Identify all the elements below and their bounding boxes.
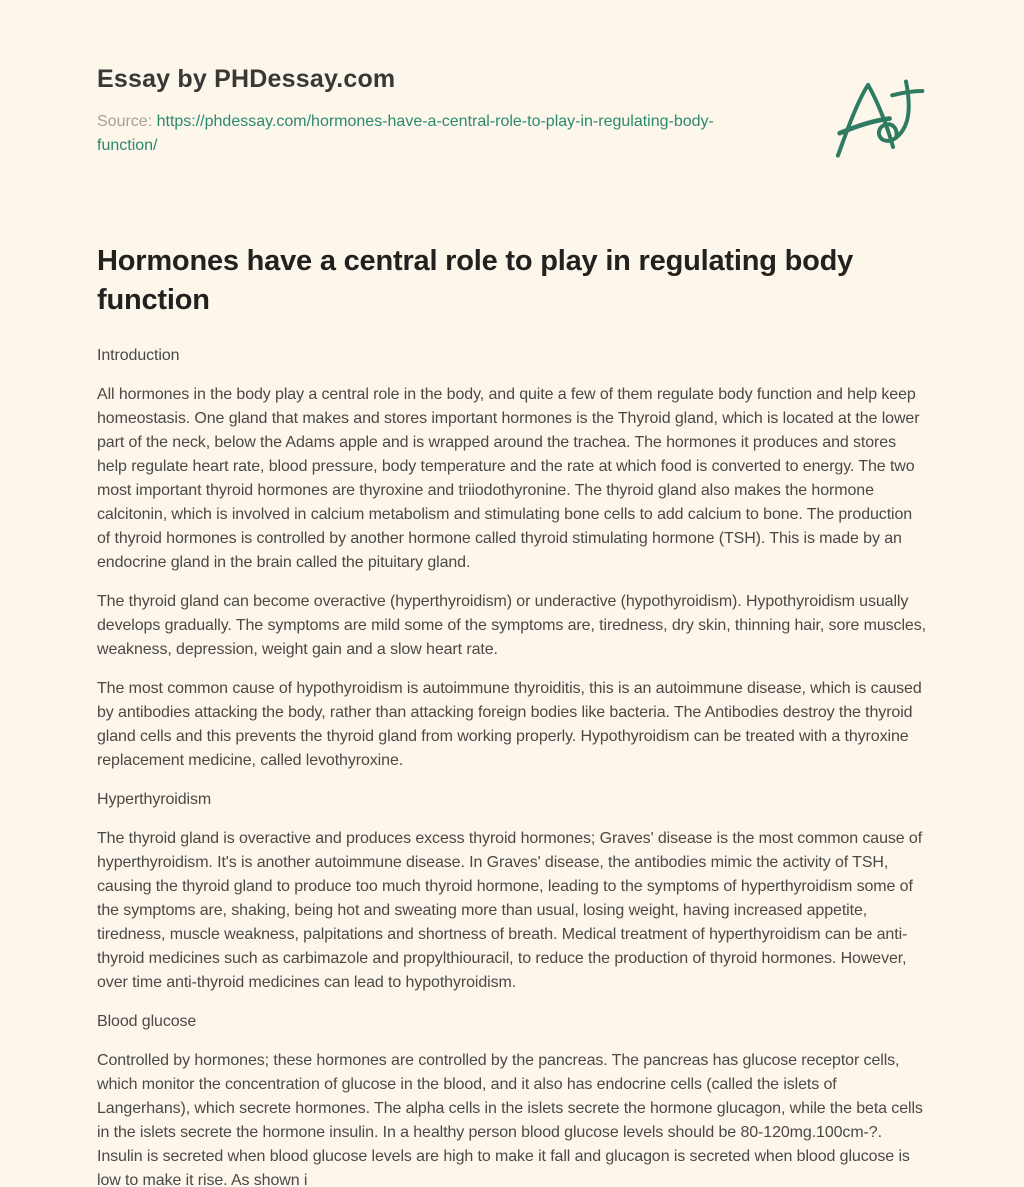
- source-line: [97, 110, 757, 158]
- paragraph-blood-glucose-detail: Controlled by hormones; these hormones are controlled by the pancreas. The pancreas has glucose receptor cells, which monitor the concentration of glucose in the blood, and it also has endocrine cells (called the islets of Langerhans), which secrete hormones. The alpha cells in the islets secrete the hormone glucagon, while the beta cells in the islets secrete the hormone insulin. In a healthy person blood glucose levels should be 80-120mg.100cm-?. Insulin is secreted when blood glucose levels are high to make it fall and glucagon is secreted when blood glucose is low to make it rise. As shown i: [97, 1052, 923, 1187]
- a-plus-icon: [825, 66, 937, 178]
- section-heading-introduction: Introduction: [97, 347, 180, 364]
- section-heading-hyperthyroidism: Hyperthyroidism: [97, 791, 212, 808]
- header-text-block: [97, 64, 757, 158]
- phdessay-logo: [825, 66, 937, 178]
- essay-by-brand-title: Essay by PHDessay.com: [97, 65, 396, 93]
- page-title: Hormones have a central role to play in regulating body function: [97, 245, 854, 316]
- essay-body: [97, 344, 927, 1187]
- section-heading-blood-glucose: Blood glucose: [97, 1013, 197, 1030]
- paragraph-hypothyroidism-cause: The most common cause of hypothyroidism is autoimmune thyroiditis, this is an autoimmune disease, which is caused by antibodies attacking the body, rather than attacking foreign bodies like bacteria. The Antibodies destroy the thyroid gland cells and this prevents the thyroid gland from working properly. Hypothyroidism can be treated with a thyroxine replacement medicine, called levothyroxine.: [97, 680, 922, 769]
- paragraph-hyperthyroidism-detail: The thyroid gland is overactive and produces excess thyroid hormones; Graves' disease is the most common cause of hyperthyroidism. It's is another autoimmune disease. In Graves' disease, the antibodies mimic the activity of TSH, causing the thyroid gland to produce too much thyroid hormone, leading to the symptoms of hyperthyroidism some of the symptoms are, shaking, being hot and sweating more than usual, losing weight, having increased appetite, tiredness, muscle weakness, palpitations and shortness of breath. Medical treatment of hyperthyroidism can be anti-thyroid medicines such as carbimazole and propylthiouracil, to reduce the production of thyroid hormones. However, over time anti-thyroid medicines can lead to hypothyroidism.: [97, 830, 923, 991]
- page-header: [97, 64, 927, 178]
- paragraph-hypothyroidism-symptoms: The thyroid gland can become overactive (hyperthyroidism) or underactive (hypothyroidism). Hypothyroidism usually develops gradually. The symptoms are mild some of the symptoms are, tiredness, dry skin, thinning hair, sore muscles, weakness, depression, weight gain and a slow heart rate.: [97, 593, 926, 658]
- source-link[interactable]: https://phdessay.com/hormones-have-a-central-role-to-play-in-regulating-body-function/: [97, 113, 714, 154]
- paragraph-thyroid-overview: All hormones in the body play a central role in the body, and quite a few of them regulate body function and help keep homeostasis. One gland that makes and stores important hormones is the Thyroid gland, which is located at the lower part of the neck, below the Adams apple and is wrapped around the trachea. The hormones it produces and stores help regulate heart rate, blood pressure, body temperature and the rate at which food is converted to energy. The two most important thyroid hormones are thyroxine and triiodothyronine. The thyroid gland also makes the hormone calcitonin, which is involved in calcium metabolism and stimulating bone cells to add calcium to bone. The production of thyroid hormones is controlled by another hormone called thyroid stimulating hormone (TSH). This is made by an endocrine gland in the brain called the pituitary gland.: [97, 386, 920, 571]
- source-label: Source:: [97, 113, 153, 130]
